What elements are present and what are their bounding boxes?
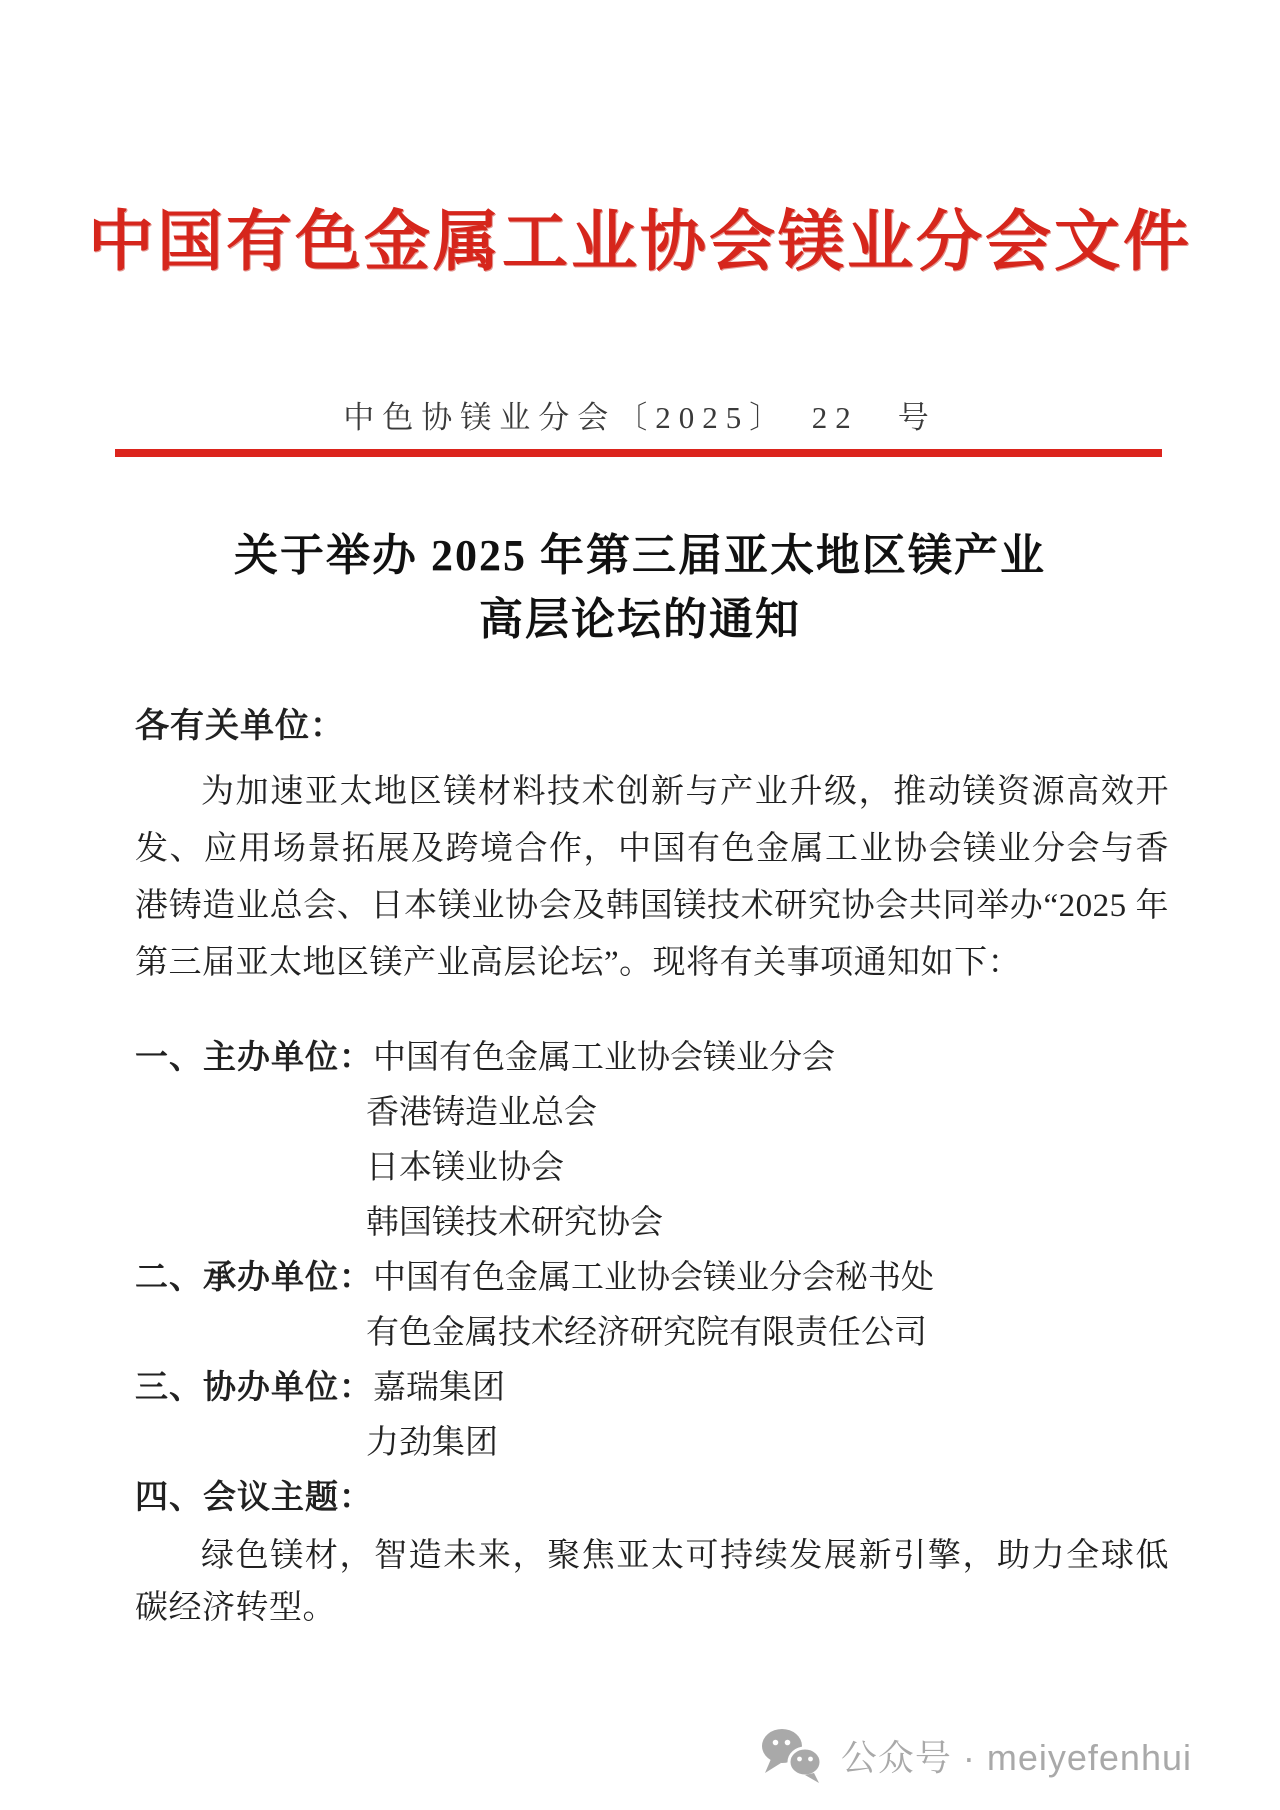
watermark-label: 公众号 · meiyefenhui <box>840 1736 1192 1778</box>
section-label: 二、承办单位： <box>135 1260 373 1296</box>
red-divider-rule <box>115 449 1162 457</box>
section-label: 三、协办单位： <box>135 1370 373 1406</box>
section-label: 四、会议主题： <box>135 1480 373 1516</box>
section-item: 日本镁业协会 <box>366 1150 564 1186</box>
section-item: 香港铸造业总会 <box>366 1095 597 1131</box>
section-item: 有色金属技术经济研究院有限责任公司 <box>366 1315 927 1351</box>
section-label: 一、主办单位： <box>135 1040 373 1076</box>
section-row <box>135 1471 1195 1526</box>
section-row <box>135 1141 1195 1196</box>
section-row <box>135 1306 1195 1361</box>
section-item: 嘉瑞集团 <box>373 1370 505 1406</box>
section-row <box>135 1251 1195 1306</box>
section-row <box>135 1031 1195 1086</box>
theme-paragraph: 绿色镁材，智造未来，聚焦亚太可持续发展新引擎，助力全球低碳经济转型。 <box>135 1538 1169 1626</box>
section-item: 中国有色金属工业协会镁业分会秘书处 <box>373 1260 934 1296</box>
section-row <box>135 1416 1195 1471</box>
document-header-title: 中国有色金属工业协会镁业分会文件 <box>88 206 1192 279</box>
document-title-line1: 关于举办 2025 年第三届亚太地区镁产业 <box>234 531 1046 580</box>
salutation: 各有关单位： <box>135 708 345 745</box>
section-row <box>135 1361 1195 1416</box>
section-row <box>135 1196 1195 1251</box>
sections-list <box>135 1031 1195 1526</box>
section-row <box>135 1086 1195 1141</box>
document-number: 中色协镁业分会〔2025〕 22 号 <box>343 400 937 435</box>
section-item: 力劲集团 <box>366 1425 498 1461</box>
section-item: 韩国镁技术研究协会 <box>366 1205 663 1241</box>
section-item: 中国有色金属工业协会镁业分会 <box>373 1040 835 1076</box>
wechat-icon <box>757 1726 827 1784</box>
document-title-line2: 高层论坛的通知 <box>479 595 801 644</box>
intro-paragraph: 为加速亚太地区镁材料技术创新与产业升级，推动镁资源高效开发、应用场景拓展及跨境合作，中国有色金属工业协会镁业分会与香港铸造业总会、日本镁业协会及韩国镁技术研究协会共同举办“2025 年第三届亚太地区镁产业高层论坛”。现将有关事项通知如下： <box>135 774 1169 981</box>
watermark <box>757 1726 1192 1784</box>
document-title <box>0 524 1280 652</box>
